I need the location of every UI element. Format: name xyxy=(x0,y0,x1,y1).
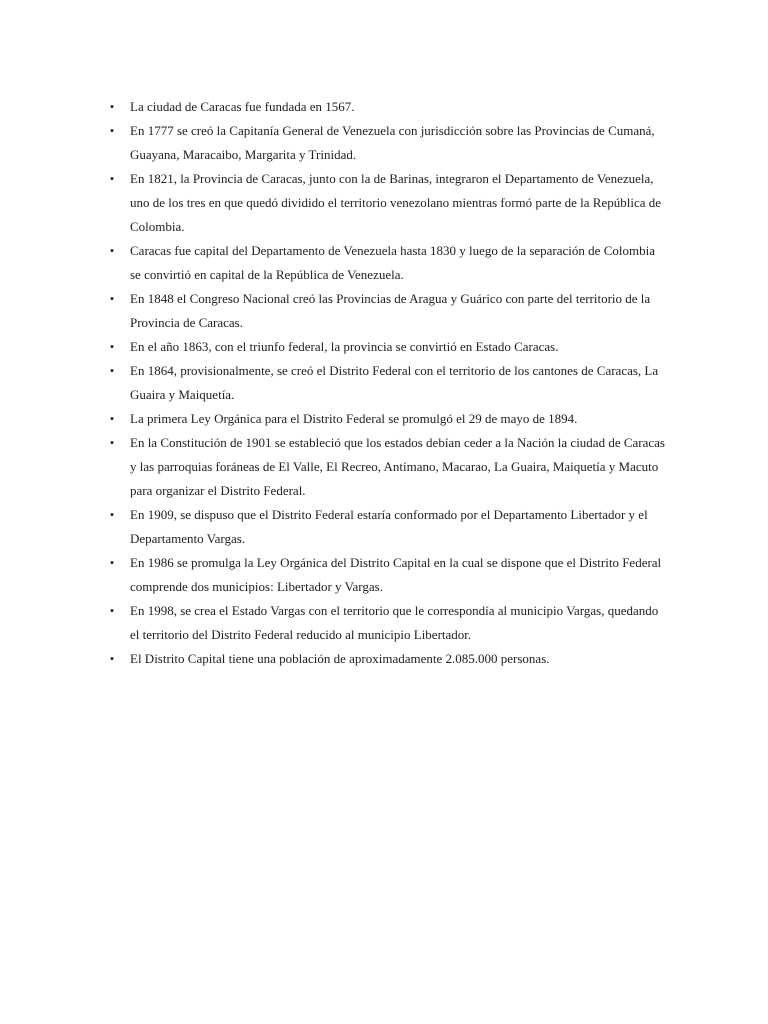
bullet-icon: • xyxy=(109,603,115,618)
bullet-icon: • xyxy=(109,171,115,186)
list-item xyxy=(0,167,768,239)
bullet-icon: • xyxy=(109,99,115,114)
bullet-icon: • xyxy=(109,411,115,426)
list-item-text: En 1909, se dispuso que el Distrito Federal estaría conformado por el Departamento Libertador y el Departamento Vargas. xyxy=(130,507,648,546)
bullet-icon: • xyxy=(109,123,115,138)
list-item-text: En 1986 se promulga la Ley Orgánica del Distrito Capital en la cual se dispone que el Distrito Federal comprende dos municipios: Libertador y Vargas. xyxy=(130,555,662,594)
list-item xyxy=(0,119,768,167)
list-item xyxy=(0,599,768,647)
list-item-text: En 1848 el Congreso Nacional creó las Provincias de Aragua y Guárico con parte del territorio de la Provincia de Caracas. xyxy=(130,291,651,330)
list-item xyxy=(0,647,768,671)
list-item xyxy=(0,287,768,335)
list-item-text: En 1821, la Provincia de Caracas, junto con la de Barinas, integraron el Departamento de Venezuela, uno de los tres en que quedó dividido el territorio venezolano mientras formó parte de la República de Colombia. xyxy=(130,171,662,234)
bullet-icon: • xyxy=(109,507,115,522)
bullet-list xyxy=(0,95,768,671)
list-item-text: En 1864, provisionalmente, se creó el Distrito Federal con el territorio de los cantones de Caracas, La Guaira y Maiquetía. xyxy=(130,363,659,402)
list-item xyxy=(0,239,768,287)
bullet-icon: • xyxy=(109,651,115,666)
list-item-text: Caracas fue capital del Departamento de Venezuela hasta 1830 y luego de la separación de Colombia se convirtió en capital de la República de Venezuela. xyxy=(130,243,655,282)
bullet-icon: • xyxy=(109,435,115,450)
list-item-text: En 1998, se crea el Estado Vargas con el territorio que le correspondía al municipio Vargas, quedando el territorio del Distrito Federal reducido al municipio Libertador. xyxy=(130,603,659,642)
list-item xyxy=(0,431,768,503)
bullet-icon: • xyxy=(109,243,115,258)
list-item xyxy=(0,359,768,407)
bullet-icon: • xyxy=(109,339,115,354)
list-item-text: La ciudad de Caracas fue fundada en 1567. xyxy=(130,99,355,114)
list-item-text: El Distrito Capital tiene una población de aproximadamente 2.085.000 personas. xyxy=(130,651,550,666)
bullet-icon: • xyxy=(109,555,115,570)
list-item xyxy=(0,503,768,551)
list-item xyxy=(0,551,768,599)
list-item-text: La primera Ley Orgánica para el Distrito Federal se promulgó el 29 de mayo de 1894. xyxy=(130,411,578,426)
bullet-icon: • xyxy=(109,291,115,306)
list-item xyxy=(0,95,768,119)
list-item xyxy=(0,335,768,359)
list-item-text: En 1777 se creó la Capitanía General de Venezuela con jurisdicción sobre las Provincias de Cumaná, Guayana, Maracaibo, Margarita y Trinidad. xyxy=(130,123,655,162)
bullet-icon: • xyxy=(109,363,115,378)
list-item-text: En la Constitución de 1901 se estableció que los estados debían ceder a la Nación la ciudad de Caracas y las parroquias foráneas de El Valle, El Recreo, Antímano, Macarao, La Guaira, Maiquetía y Macuto para organizar el Distrito Federal. xyxy=(130,435,665,498)
list-item-text: En el año 1863, con el triunfo federal, la provincia se convirtió en Estado Caracas. xyxy=(130,339,559,354)
list-item xyxy=(0,407,768,431)
